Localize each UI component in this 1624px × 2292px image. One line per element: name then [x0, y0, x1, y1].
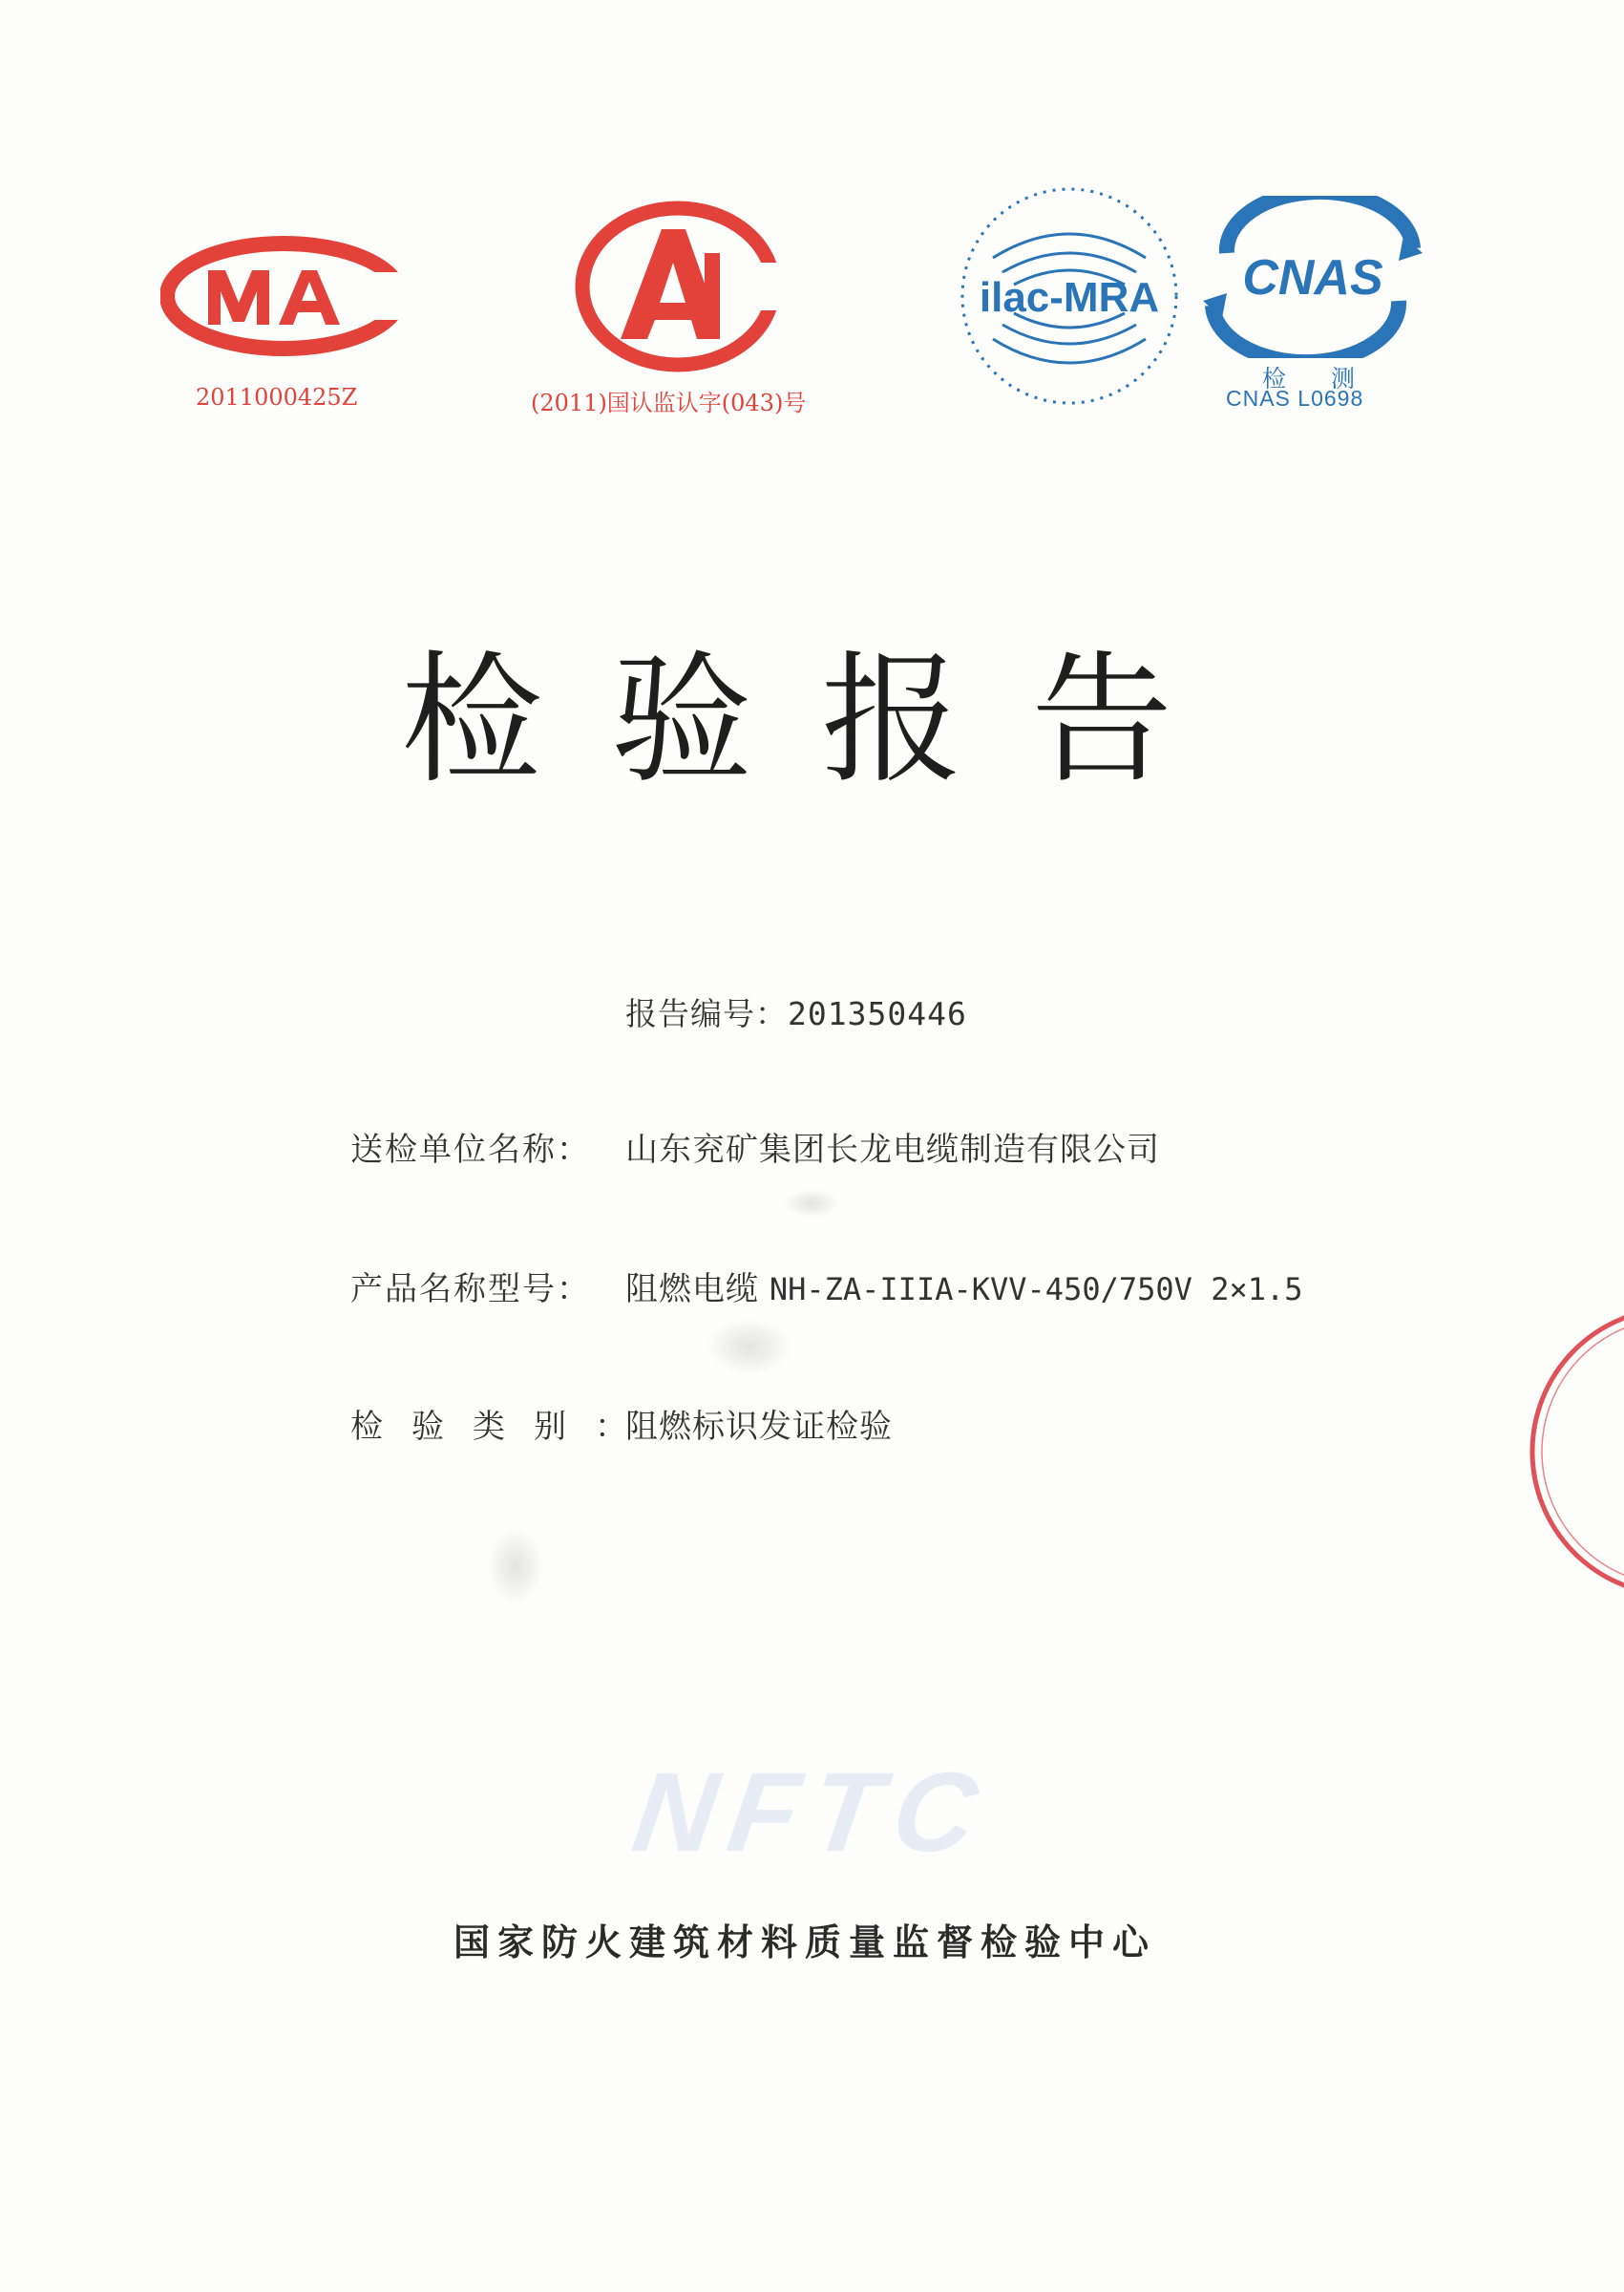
field-product-value-prefix: 阻燃电缆: [625, 1270, 759, 1308]
cma-mark-icon: [160, 234, 407, 358]
page-title: 检验报告: [401, 638, 1241, 802]
field-client-value: 山东兖矿集团长龙电缆制造有限公司: [625, 1131, 1160, 1169]
report-number-value: 201350446: [788, 995, 967, 1032]
cal-logo: [571, 196, 786, 372]
cnas-text: CNAS: [1242, 250, 1383, 306]
field-client-label: 送检单位名称：: [350, 1131, 591, 1169]
cnas-mark-icon: [1198, 196, 1427, 358]
ilac-mra-mark-icon: [955, 181, 1184, 411]
cnas-logo: [1198, 196, 1427, 358]
seal-stamp-icon: [1513, 1294, 1624, 1619]
cma-caption: 2011000425Z: [196, 384, 358, 411]
nftc-watermark: NFTC: [625, 1750, 998, 1876]
ilac-mra-text: ilac-MRA: [979, 274, 1160, 321]
field-inspection-type-label: [350, 1400, 656, 1447]
cnas-caption-line1: 检 测: [1262, 366, 1374, 393]
scan-smudge: [783, 1189, 840, 1218]
field-product: [350, 1263, 1303, 1309]
cal-mark-icon: [571, 196, 786, 372]
issuer-name: 国家防火建筑材料质量监督检验中心: [453, 1921, 1157, 1963]
report-number-label: 报告编号：: [625, 995, 788, 1032]
field-inspection-type-value: 阻燃标识发证检验: [625, 1408, 893, 1446]
field-product-model: NH-ZA-IIIA-KVV-450/750V 2×1.5: [769, 1271, 1303, 1307]
field-product-label: 产品名称型号：: [350, 1270, 591, 1308]
official-seal: [1513, 1294, 1624, 1619]
field-client: [350, 1123, 1160, 1170]
cnas-caption-line2: CNAS L0698: [1226, 386, 1364, 411]
cma-logo: [160, 234, 407, 358]
scan-smudge: [707, 1318, 792, 1375]
ilac-mra-logo: [955, 181, 1184, 411]
field-inspection-type: [350, 1400, 893, 1447]
field-inspection-type-label-text: 检验类别：: [350, 1408, 656, 1446]
report-number: [625, 989, 967, 1034]
scan-smudge: [487, 1528, 544, 1604]
cal-caption: (2011)国认监认字(043)号: [531, 390, 807, 416]
